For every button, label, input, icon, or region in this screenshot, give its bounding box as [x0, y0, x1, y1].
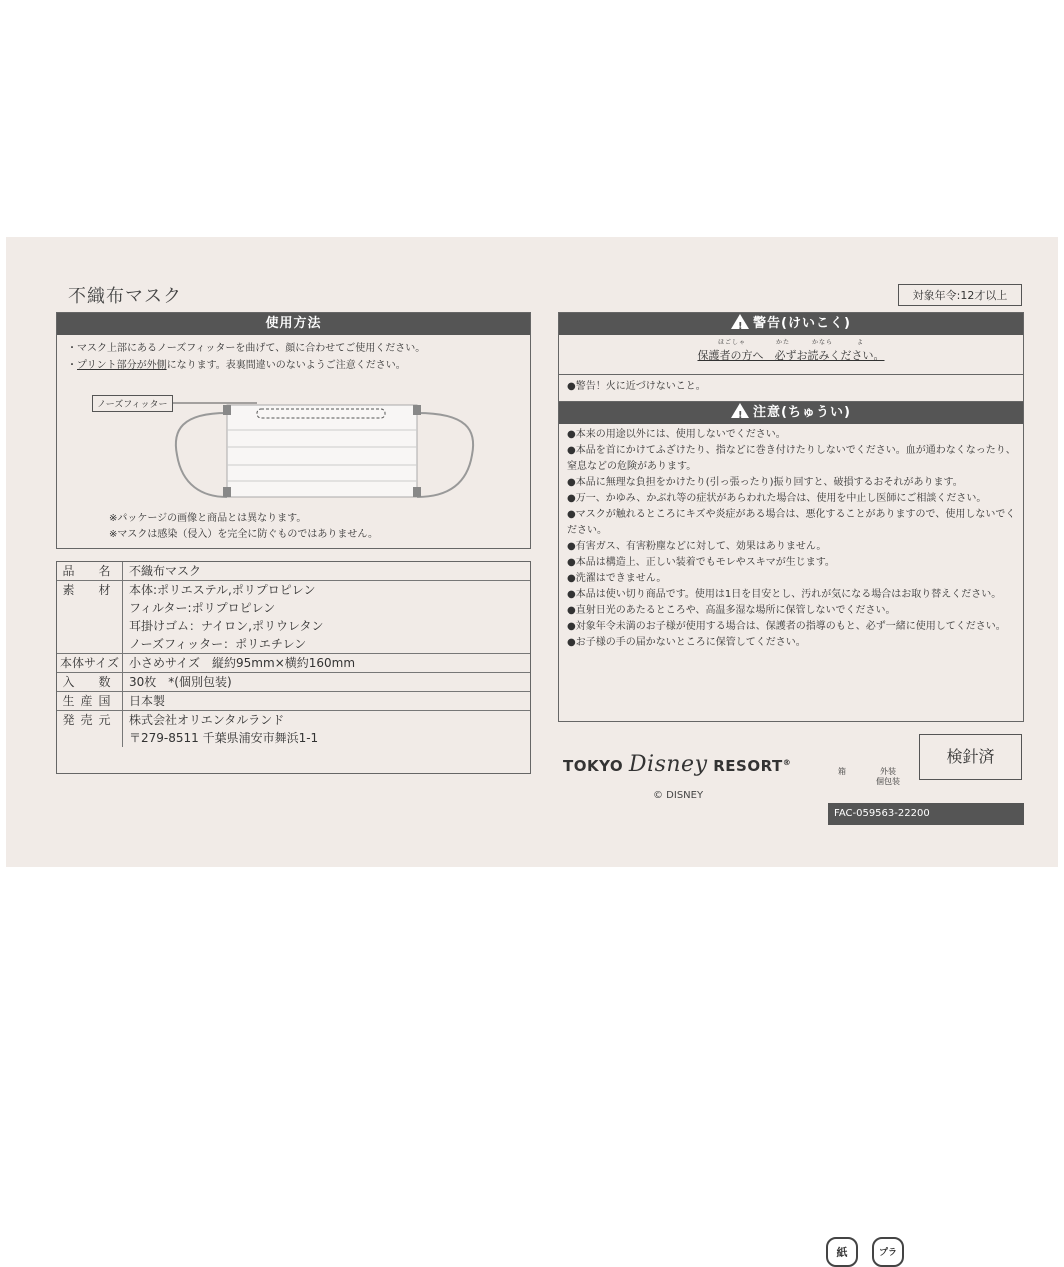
spec-row — [57, 562, 530, 581]
brand-logo: TOKYO Disney RESORT® — [563, 752, 792, 777]
spec-value — [123, 562, 531, 581]
caution-list — [559, 424, 1023, 651]
spec-value-line: 本体:ポリエステル,ポリプロピレン — [129, 583, 316, 597]
paper-recycle-icon: 紙 — [826, 1237, 858, 1267]
spec-row — [57, 581, 530, 654]
spec-value-line: フィルター:ポリプロピレン — [129, 601, 276, 615]
spec-value-line: 〒279-8511 千葉県浦安市舞浜1-1 — [129, 731, 319, 745]
spec-key: 発売元 — [57, 711, 123, 748]
spec-value — [123, 581, 531, 654]
caution-triangle-icon: ! — [731, 403, 749, 418]
spec-value-line: 耳掛けゴム：ナイロン,ポリウレタン — [129, 619, 324, 633]
spec-key: 生産国 — [57, 692, 123, 711]
spec-value-line: 30枚 *(個別包装) — [129, 675, 232, 689]
spec-value-line: ノーズフィッター：ポリエチレン — [129, 637, 307, 651]
usage-notes — [109, 511, 378, 543]
spec-row — [57, 654, 530, 673]
spec-key: 入 数 — [57, 673, 123, 692]
age-badge: 対象年令:12才以上 — [898, 284, 1022, 306]
mask-illustration — [167, 375, 527, 505]
usage-line-2: ・プリント部分が外側になります。表裏間違いのないようご注意ください。 — [67, 360, 406, 371]
spec-value-line: 不織布マスク — [129, 564, 202, 578]
guardian-text: 保護者の方へ 必ずお読みください。 — [697, 349, 885, 362]
caution-item: ●本品は構造上、正しい装着でもモレやスキマが生じます。 — [567, 557, 835, 568]
caution-item: ●本品を首にかけてふざけたり、指などに巻き付けたりしないでください。血が通わなくなったり、窒息などの危険があります。 — [567, 445, 1016, 472]
caution-item: ●お子様の手の届かないところに保管してください。 — [567, 637, 806, 648]
spec-value-line: 日本製 — [129, 694, 166, 708]
spec-key: 本体サイズ — [57, 654, 123, 673]
spec-value — [123, 654, 531, 673]
paper-recycle-mark: 紙 箱 — [826, 737, 858, 777]
product-title: 不織布マスク — [68, 286, 182, 307]
spec-row — [57, 692, 530, 711]
spec-value — [123, 673, 531, 692]
usage-note-2: ※マスクは感染（侵入）を完全に防ぐものではありません。 — [109, 529, 378, 540]
usage-heading: 使用方法 — [57, 313, 530, 335]
caution-item: ●直射日光のあたるところや、高温多湿な場所に保管しないでください。 — [567, 605, 896, 616]
warning-item: ●警告！火に近づけないこと。 — [559, 375, 1023, 402]
guardian-notice — [559, 335, 1023, 375]
caution-item: ●本品は使い切り商品です。使用は1日を目安とし、汚れが気になる場合はお取り替えください。 — [567, 589, 1002, 600]
usage-instructions — [57, 335, 530, 379]
caution-item: ●洗濯はできません。 — [567, 573, 667, 584]
usage-panel — [56, 312, 531, 549]
inspected-badge: 検針済 — [919, 734, 1022, 780]
caution-item: ●万一、かゆみ、かぶれ等の症状があらわれた場合は、使用を中止し医師にご相談ください。 — [567, 493, 987, 504]
copyright: © DISNEY — [653, 790, 704, 801]
guardian-ruby: ほごしゃ かた かなら よ — [717, 339, 865, 346]
spec-value-line: 株式会社オリエンタルランド — [129, 713, 285, 727]
caution-heading: ! 注意(ちゅうい) — [559, 402, 1023, 424]
caution-item: ●対象年令未満のお子様が使用する場合は、保護者の指導のもと、必ず一緒に使用してください。 — [567, 621, 1006, 632]
spec-value — [123, 692, 531, 711]
plastic-recycle-mark: プラ 外装 個包装 — [872, 737, 904, 787]
spec-row — [57, 673, 530, 692]
spec-value-line: 小さめサイズ 縦約95mm×横約160mm — [129, 656, 356, 670]
usage-note-1: ※パッケージの画像と商品とは異なります。 — [109, 513, 307, 524]
caution-item: ●本来の用途以外には、使用しないでください。 — [567, 429, 786, 440]
warning-heading: ! 警告(けいこく) — [559, 313, 1023, 335]
product-code: FAC-059563-22200 — [828, 803, 1024, 825]
package-label — [6, 237, 1058, 1259]
nose-fitter-label: ノーズフィッター — [92, 395, 173, 412]
plastic-recycle-icon: プラ — [872, 1237, 904, 1267]
warning-panel — [558, 312, 1024, 722]
caution-item: ●本品に無理な負担をかけたり(引っ張ったり)振り回すと、破損するおそれがあります。 — [567, 477, 963, 488]
spec-table — [56, 561, 531, 774]
spec-value — [123, 711, 531, 748]
spec-row — [57, 711, 530, 748]
spec-key: 素 材 — [57, 581, 123, 654]
caution-item: ●マスクが触れるところにキズや炎症がある場合は、悪化することがありますので、使用しないでください。 — [567, 509, 1016, 536]
caution-item: ●有害ガス、有害粉塵などに対して、効果はありません。 — [567, 541, 827, 552]
spec-key: 品 名 — [57, 562, 123, 581]
warning-triangle-icon: ! — [731, 314, 749, 329]
usage-line-1: ・マスク上部にあるノーズフィッターを曲げて、顔に合わせてご使用ください。 — [67, 343, 426, 354]
